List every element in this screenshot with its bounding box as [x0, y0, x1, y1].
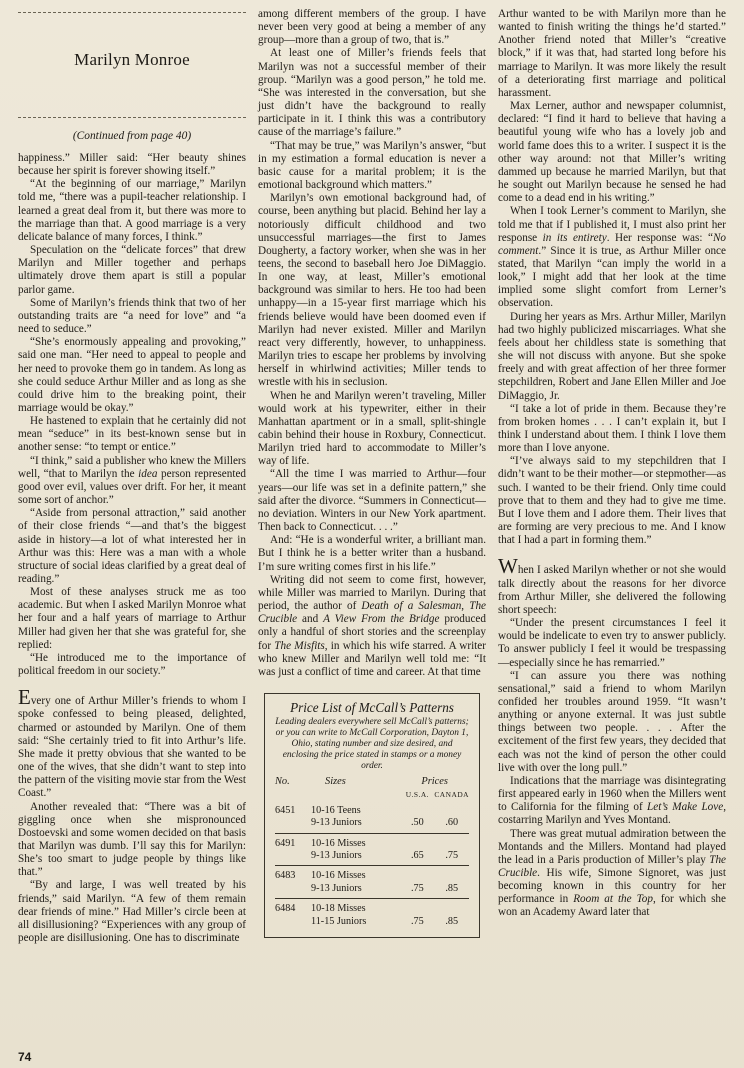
table-row — [275, 833, 469, 866]
text-run: and — [297, 613, 324, 626]
price-usa: .75 — [411, 915, 424, 927]
column-1 — [18, 8, 246, 945]
paragraph: “Aside from personal attraction,” said another of their close friends “—and that’s the biggest aside in history—a lot of what interested her in Arthur was this: Here was a man with a whole structure of social ideas clarified by a great deal of reading.” — [18, 507, 246, 585]
paragraph — [18, 455, 246, 508]
text-run: , costarring Marilyn and Yves Montand. — [498, 801, 726, 827]
paragraph: among different members of the group. I have never been very good at being a member of any group—more than a group of two, that is.” — [258, 8, 486, 47]
price-canada: .60 — [445, 817, 459, 829]
size-range: 9-13 Juniors — [311, 850, 362, 862]
emphasis: The Crucible — [498, 853, 726, 879]
text-run: person represented good over evil, values over drift. For her, it meant some sort of anchor.” — [18, 467, 246, 507]
paragraph: During her years as Mrs. Arthur Miller, Marilyn had two highly publicized miscarriages. What she feels about her childless state is something that she will not discuss with anyone. But she spoke freely and with great affection of her three former stepchildren, Robert and Jane Ellen Miller and Joe DiMaggio, Jr. — [498, 310, 726, 402]
emphasis: The Misfits — [274, 639, 325, 652]
section-opening-paragraph: Every one of Arthur Miller’s friends to whom I spoke confessed to being pleased, delighted, charmed or astounded by Marilyn. One of them said: “She certainly tried to fit into Arthur’s life. She made it pretty obvious that she wanted to be one of the wives, that she didn’t want to step into the pattern of the visiting movie star from the West Coast.” — [18, 685, 246, 800]
price-list-note: Leading dealers everywhere sell McCall’s patterns; or you can write to McCall Corporation, Dayton 1, Ohio, stating number and size desired, and enclosing the price stated in stamps or a money order. — [275, 717, 469, 772]
size-range: 11-15 Juniors — [311, 915, 367, 927]
paragraph: Another revealed that: “There was a bit of giggling once when she mispronounced Dostoevski and some women decided on that basis that Marilyn was dumb. I’ll say this for Marilyn: She’s too smart to judge people by things like that.” — [18, 800, 246, 879]
paragraph: happiness.” Miller said: “Her beauty shines because her spirit is forever showing itself.” — [18, 152, 246, 178]
price-usa: .65 — [411, 850, 424, 862]
size-range: 10-18 Misses — [311, 903, 366, 915]
article-title: Marilyn Monroe — [74, 50, 190, 69]
pattern-number: 6451 — [275, 801, 311, 833]
text-run: , — [461, 600, 470, 613]
text-run: , in which his wife starred. A writer who knew Miller and Marilyn well told me: “It was just a conflict of time and career. At that time — [258, 639, 486, 678]
article-header — [18, 12, 246, 152]
header-rule-bottom — [18, 117, 246, 118]
paragraph: Marilyn’s own emotional background had, of course, been anything but placid. Behind her lay a notoriously difficult childhood and two unsuccessful marriages—the first to James Dougherty, a factory worker, when she was in her teens, the second to baseball hero Joe DiMaggio. In one way, at least, Miller’s emotional background was similar to hers. He too had been unhappy—in a 15-year first marriage which his friends believe would have been doomed even if Marilyn had never existed. Miller and Marilyn react very differently, however, to unhappiness. Marilyn tries to escape her problems by involving herself in whirlwind activities; Miller tends to wrestle with his in seclusion. — [258, 192, 486, 389]
text-run: .” Since it is true, as Arthur Miller once stated, that Marilyn “can imply the world in a look,” I might add that her look at the time implied some slight comfort from Lerner’s observation. — [498, 244, 726, 310]
paragraph: And: “He is a wonderful writer, a brilliant man. But I think he is a better writer than a husband. I’m sure writing comes first in his life.” — [258, 534, 486, 573]
column-2 — [258, 8, 486, 938]
table-row — [275, 801, 469, 833]
paragraph: Max Lerner, author and newspaper columnist, declared: “I find it hard to believe that having a beautiful young wife who has a lovely job and world fame does this to a writer. I suspect it is the other way around: not that Miller’s writing dammed up because he married Marilyn, but that he sought out Marilyn because he sensed he had come to a dead end in his writing.” — [498, 100, 726, 205]
paragraph: When he and Marilyn weren’t traveling, Miller would work at his typewriter, either in their Manhattan apartment or in a small, split-shingle cabin behind their house in Roxbury, Connecticut. Marilyn tried hard to accommodate to Miller’s way of life. — [258, 389, 486, 468]
paragraph: “I take a lot of pride in them. Because they’re from broken homes . . . I can’t explain it, but I think I understand about them. I think I love them more than I love anyone. — [498, 402, 726, 455]
text-run: Writing did not seem to come first, however, while Miller was married to Marilyn. During that period, the author of — [258, 573, 486, 613]
text-run: When I took Lerner’s comment to Marilyn, she told me that if I published it, I must also print her response — [498, 205, 726, 244]
header-rule-top — [18, 12, 246, 13]
emphasis: A View From the Bridge — [323, 613, 440, 626]
size-range: 9-13 Juniors — [311, 817, 362, 829]
column-header-prices: Prices — [421, 776, 448, 788]
price-usa: .75 — [411, 882, 424, 894]
paragraph: At least one of Miller’s friends feels that Marilyn was not a successful member of their group. “Marilyn was a good person,” he told me. “She was interested in the conversation, but she just didn’t have the background to really participate in it. I think this was a contributory cause of the marriage’s failure.” — [258, 47, 486, 139]
paragraph: “I can assure you there was nothing sensational,” said a friend to whom Marilyn confided her troubles around 1959. “It wasn’t anything or anyone external. It was just subtle things between two people. . . . After the excitement of the first few years, they decided that each was not the kind of person the other could live with over the long pull.” — [498, 669, 726, 774]
paragraph: “I’ve always said to my stepchildren that I didn’t want to be their mother—or stepmother—as such. I wanted to be their friend. Only time could prove that to them and they had to give me time. But I love them and I adore them. Their lives that are forming are very precious to me. And I know that I had a part in forming them.” — [498, 455, 726, 547]
text-run: . Her response was: “ — [606, 231, 713, 244]
pattern-number: 6484 — [275, 903, 296, 915]
price-list-box — [264, 693, 480, 938]
paragraph: He hastened to explain that he certainly did not mean “seduce” in its best-known sense but in another sense: “to tempt or entice.” — [18, 415, 246, 454]
paragraph: Speculation on the “delicate forces” that drew Marilyn and Miller together and perhaps ultimately drove them apart is still a popular parlor game. — [18, 244, 246, 296]
page-number: 74 — [18, 1050, 32, 1064]
table-row — [275, 866, 469, 899]
paragraph — [498, 775, 726, 828]
text-run: produced only a handful of short stories and the screenplay for — [258, 613, 486, 652]
paragraph: “All the time I was married to Arthur—four years—our life was set in a definite pattern,” she said after the divorce. “Summers in Connecticut—no deviation. Winters in our New York apartment. Then back to Connecticut. . . .” — [258, 468, 486, 534]
emphasis: No comment — [498, 231, 726, 257]
paragraph: Arthur wanted to be with Marilyn more than he wanted to finish writing the things he’d started.” Another friend noted that Miller’s “creative block,” if it was that, had started long before his marriage to Marilyn. It was more likely the result of a deteriorating first marriage and political harassment. — [498, 8, 726, 99]
paragraph — [258, 574, 486, 679]
text-run: There was great mutual admiration between the Montands and the Millers. Montand had played the lead in a Paris production of Miller’s play — [498, 827, 726, 866]
text-run: . His wife, Simone Signoret, was just becoming known in this country for her performance in — [498, 867, 726, 906]
paragraph — [498, 205, 726, 310]
size-range: 10-16 Misses — [311, 870, 366, 882]
column-header-canada: CANADA — [434, 789, 469, 799]
emphasis: The Crucible — [258, 600, 486, 626]
column-header-sizes: Sizes — [325, 776, 346, 788]
column-header-usa: U.S.A. — [405, 789, 430, 799]
price-usa: .50 — [411, 817, 424, 829]
paragraph: “By and large, I was well treated by his friends,” said Marilyn. “A few of them remain dear friends of mine.” Had Miller’s circle been at all disillusioning? “Experiences with any group of people are disillusioning. One has to discriminate — [18, 879, 246, 945]
paragraph: “At the beginning of our marriage,” Marilyn told me, “there was a pupil-teacher relationship. I learned a great deal from it, but there was more to the marriage than that. A good marriage is a very delicate balance of many forces, I think.” — [18, 178, 246, 243]
paragraph: Most of these analyses struck me as too academic. But when I asked Marilyn Monroe what her four and a half years of marriage to Arthur Miller had given her that she was grateful for, she replied: — [18, 586, 246, 651]
pattern-number: 6491 — [275, 833, 311, 866]
text-run: , for which she won an Academy Award later that — [498, 893, 726, 919]
emphasis: Let’s Make Love — [647, 801, 724, 814]
column-header-no: No. — [275, 776, 290, 788]
emphasis: Death of a Salesman — [361, 600, 462, 613]
price-canada: .75 — [445, 850, 459, 862]
price-canada: .85 — [445, 915, 459, 927]
emphasis: idea — [138, 467, 158, 480]
section-opening-paragraph: When I asked Marilyn whether or not she would talk directly about the reasons for her divorce from Arthur Miller, she delivered the following short speech: — [498, 554, 726, 616]
paragraph: “She’s enormously appealing and provoking,” said one man. “Her need to appeal to people and her need to provoke them go in tandem. As long as she could seduce Arthur Miller and as long as she could drive him to the breaking point, their marriage would be okay.” — [18, 336, 246, 414]
pattern-number: 6483 — [275, 866, 311, 899]
size-range: 10-16 Teens — [311, 804, 361, 816]
paragraph: “He introduced me to the importance of political freedom in our society.” — [18, 651, 246, 678]
price-list-title: Price List of McCall’s Patterns — [290, 699, 454, 715]
paragraph: “Under the present circumstances I feel it would be indelicate to even try to answer publicly. To answer publicly I feel it would be trespassing—especially since he has remarried.” — [498, 617, 726, 669]
emphasis: Room at the Top — [573, 893, 653, 906]
size-range: 9-13 Juniors — [311, 882, 362, 894]
paragraph: Some of Marilyn’s friends think that two of her outstanding traits are “a need for love” and “a need to seduce.” — [18, 296, 246, 336]
paragraph: “That may be true,” was Marilyn’s answer, “but in my estimation a formal education is never a basic cause for a marital problem; it is the emotional background which matters.” — [258, 139, 486, 192]
text-run: Indications that the marriage was disintegrating first appeared early in 1960 when the Millers went to California for the filming of — [498, 774, 726, 814]
emphasis: in its entirety — [542, 231, 607, 244]
paragraph — [498, 828, 726, 920]
price-canada: .85 — [445, 882, 459, 894]
table-row — [275, 899, 469, 931]
text-run: “I think,” said a publisher who knew the Millers well, “that to Marilyn the — [18, 454, 246, 480]
continued-note: (Continued from page 40) — [72, 130, 192, 142]
price-table — [275, 776, 469, 931]
size-range: 10-16 Misses — [311, 837, 366, 849]
column-3 — [498, 8, 726, 920]
